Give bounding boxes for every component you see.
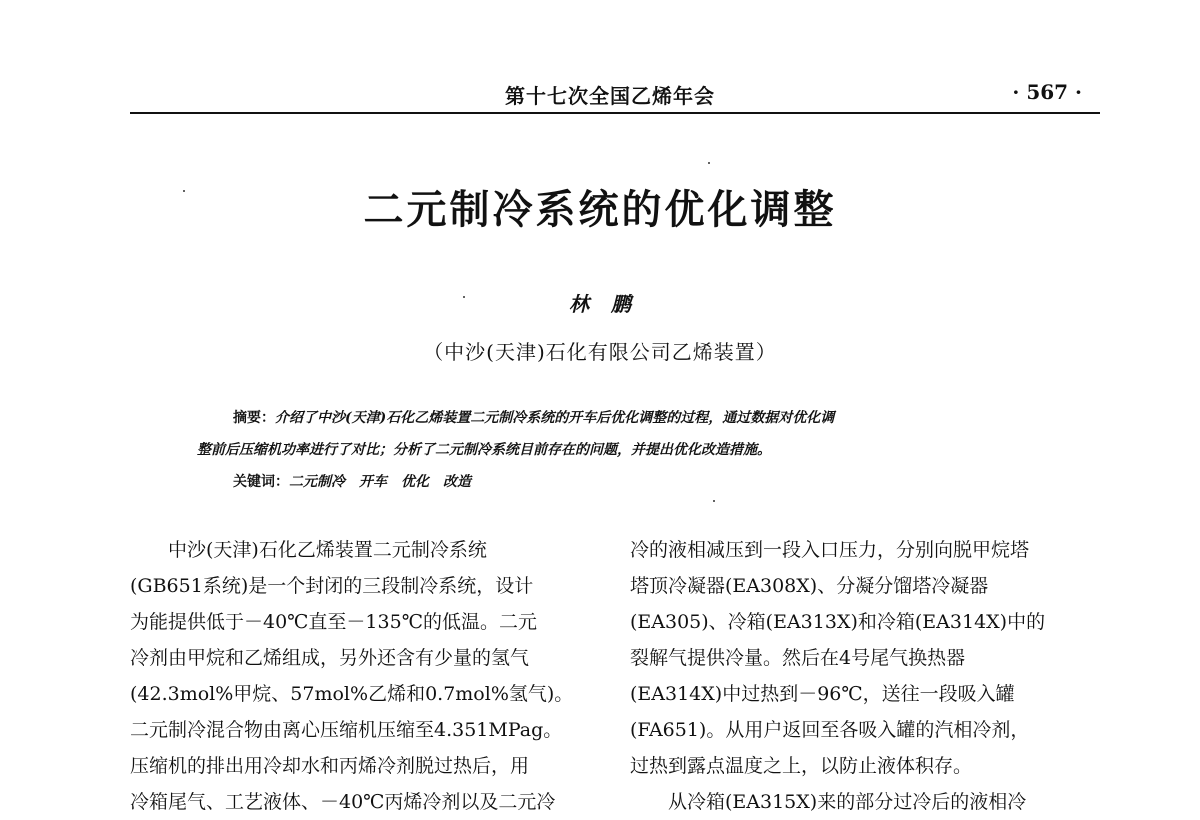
paper-title: 二元制冷系统的优化调整 [363,187,837,233]
body-line: 塔顶冷凝器(EA308X)、分凝分馏塔冷凝器 [630,575,989,597]
page-number: · 567 · [1012,80,1082,104]
abstract-text: 整前后压缩机功率进行了对比；分析了二元制冷系统目前存在的问题，并提出优化改造措施。 [197,442,771,458]
body-column-left [130,532,600,820]
body-line: 二元制冷混合物由离心压缩机压缩至4.351MPag。 [130,719,563,741]
keyword: 开车 [359,474,387,490]
body-line: (GB651系统)是一个封闭的三段制冷系统，设计 [130,575,534,597]
body-line: 冷箱尾气、工艺液体、－40℃丙烯冷剂以及二元冷 [130,791,556,813]
scan-speck [713,500,715,502]
body-line: (EA305)、冷箱(EA313X)和冷箱(EA314X)中的 [630,611,1046,633]
body-line: (42.3mol%甲烷、57mol%乙烯和0.7mol%氢气)。 [130,683,574,705]
body-line: 冷的液相减压到一段入口压力，分别向脱甲烷塔 [630,539,1030,561]
body-line: 中沙(天津)石化乙烯装置二元制冷系统 [168,539,487,561]
keywords-label: 关键词： [233,474,289,490]
body-line: 压缩机的排出用冷却水和丙烯冷剂脱过热后，用 [130,755,530,777]
abstract-block [197,402,1057,498]
body-line: 从冷箱(EA315X)来的部分过冷后的液相冷 [668,791,1027,813]
abstract-line [197,434,1057,466]
body-line: (EA314X)中过热到－96℃，送往一段吸入罐 [630,683,1015,705]
header-rule [130,112,1100,114]
scan-speck [708,162,710,164]
body-line: 过热到露点温度之上，以防止液体积存。 [630,755,973,777]
keyword: 优化 [401,474,429,490]
body-column-right [630,532,1100,820]
author-name: 林鹏 [569,292,653,316]
keywords-line [197,466,1057,498]
body-line: 为能提供低于－40℃直至－135℃的低温。二元 [130,611,537,633]
keyword: 二元制冷 [289,474,345,490]
keyword: 改造 [443,474,471,490]
abstract-label: 摘要： [233,410,275,426]
body-line: 冷剂由甲烷和乙烯组成，另外还含有少量的氢气 [130,647,530,669]
abstract-text: 介绍了中沙(天津)石化乙烯装置二元制冷系统的开车后优化调整的过程，通过数据对优化调 [275,410,835,426]
abstract-line [197,402,1057,434]
conference-title: 第十七次全国乙烯年会 [505,84,715,108]
author-affiliation: （中沙(天津)石化有限公司乙烯装置） [423,340,777,364]
body-line: 裂解气提供冷量。然后在4号尾气换热器 [630,647,966,669]
body-line: (FA651)。从用户返回至各吸入罐的汽相冷剂， [630,719,1030,741]
running-header [130,72,1100,112]
